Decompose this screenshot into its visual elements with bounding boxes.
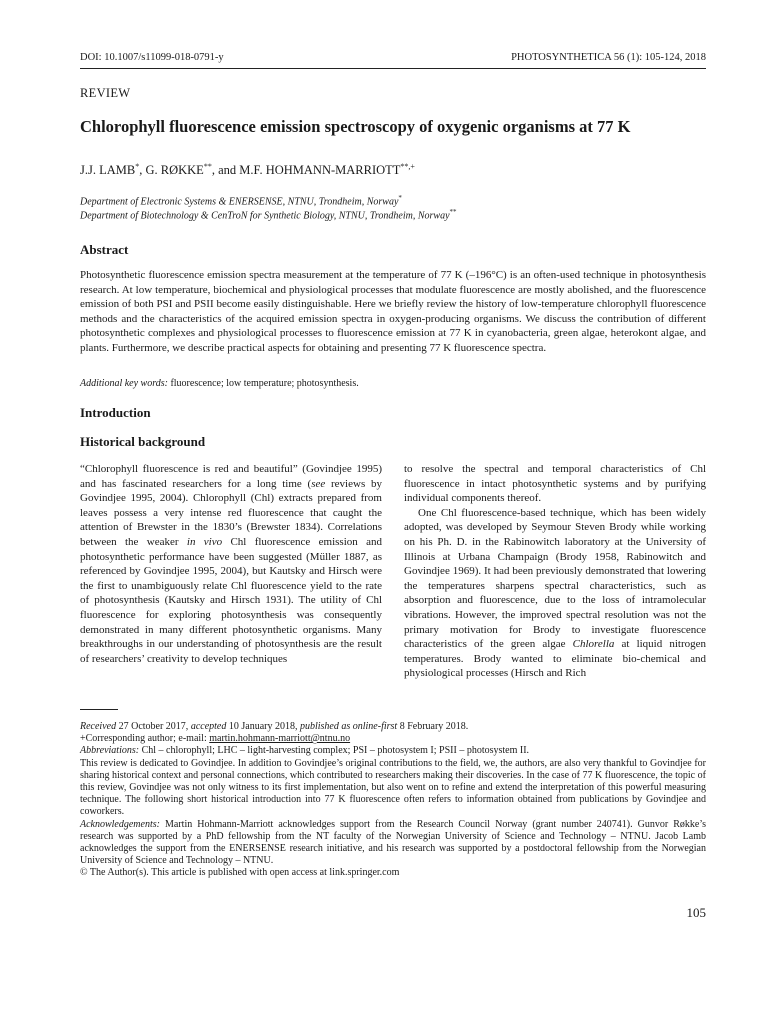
text-run: 10 January 2018, xyxy=(226,721,300,732)
footnote-acknowledgements xyxy=(80,819,706,868)
text-run-italic: Chlorella xyxy=(572,638,615,651)
affiliation xyxy=(80,194,402,207)
text-run-italic: Received xyxy=(80,721,117,732)
affiliation xyxy=(80,208,457,221)
text-run-italic: in vivo xyxy=(186,535,223,548)
text-run: Chl – chlorophyll; LHC – light-harvesting complex; PSI – photosystem I; PSII – photosystem II. xyxy=(139,745,530,757)
article-type: REVIEW xyxy=(80,86,131,100)
text-run: +Corresponding author; e-mail: xyxy=(80,733,210,745)
text-run: One Chl fluorescence-based technique, which has been widely adopted, was developed by Seymour Steven Brody while working on his Ph. D. in the Rabinowitch laboratory at the University of Illinois at Urbana Champaign (Brody 1958, Rabinowitch and Govindjee 1969). It had been previously demonstrated that lowering the temperatures sharpens spectral characteristics, such as absorption and fluorescence, due to the loss of intramolecular vibrations. However, the improved spectral resolution was not the primary motivation for Brody to investigate fluorescence characteristics of the green algae xyxy=(404,506,706,651)
doi: DOI: 10.1007/s11099-018-0791-y xyxy=(80,52,224,63)
author-mark: ** xyxy=(203,162,212,171)
text-run-italic: accepted xyxy=(190,721,227,732)
text-run: 27 October 2017, xyxy=(116,721,191,732)
footnote-rule xyxy=(80,709,118,710)
historical-background-heading: Historical background xyxy=(80,434,206,449)
footnote-abbreviations xyxy=(80,745,706,757)
text-run: reviews by Govindjee 1995, 2004). Chlorophyll (Chl) extracts prepared from leaves possess a very intense red fluorescence that caught the attention of Brewster in the 1830’s (Brewster 1834). Correlations between the weaker xyxy=(80,477,382,548)
page-number: 105 xyxy=(686,905,706,920)
text-run-italic: published as online-first xyxy=(299,721,398,732)
affiliation-text: Department of Electronic Systems & ENERSENSE, NTNU, Trondheim, Norway xyxy=(80,196,399,208)
email-link[interactable]: martin.hohmann-marriott@ntnu.no xyxy=(209,733,351,745)
paragraph: to resolve the spectral and temporal characteristics of Chl fluorescence in intact photosynthetic systems and by purifying individual components thereof. xyxy=(404,463,706,505)
text-run-italic: see xyxy=(311,477,326,490)
affiliation-mark: * xyxy=(398,194,402,202)
author-list xyxy=(80,162,415,178)
body-column-left xyxy=(80,462,382,666)
text-run: “Chlorophyll fluorescence is red and beautiful” (Govindjee 1995) and has fascinated researchers for a long time ( xyxy=(80,463,382,490)
author-name: G. RØKKE xyxy=(145,163,204,178)
affiliation-mark: ** xyxy=(449,208,457,216)
author-separator: , and xyxy=(211,163,240,178)
author-mark: * xyxy=(135,162,140,171)
keywords-text: fluorescence; low temperature; photosynthesis. xyxy=(170,378,359,389)
text-run: Chl fluorescence emission and photosynthetic performance have been suggested (Müller 1887, as referenced by Govindjee 1995, 2004), but Kautsky and Hirsch were the first to unambiguously relate Chl fluorescence yield to the rate of photosynthesis (Kautsky and Hirsch 1931). The utility of Chl fluorescence for exploring photosynthesis was consequently demonstrated in many different photosynthetic organisms. Many breakthroughs in our understanding of photosynthesis are the result of researchers’ creativity to develop techniques xyxy=(80,535,382,665)
text-run-italic: Acknowledgements: xyxy=(80,818,160,830)
paragraph xyxy=(404,506,706,681)
footnote-dates xyxy=(80,721,706,733)
footnote-corresponding xyxy=(80,733,706,745)
author-name: M.F. HOHMANN-MARRIOTT xyxy=(239,163,401,178)
introduction-heading: Introduction xyxy=(80,405,151,420)
author-name: J.J. LAMB xyxy=(80,163,136,178)
text-run: at liquid nitrogen temperatures. Brody wanted to eliminate bio-chemical and physiological processes (Hirsch and Rich xyxy=(404,638,706,680)
abstract-heading: Abstract xyxy=(80,242,129,257)
header-rule xyxy=(80,68,706,69)
body-column-right xyxy=(404,462,706,681)
abstract-body: Photosynthetic fluorescence emission spectra measurement at the temperature of 77 K (–196°C) is an often-used technique in photosynthesis research. At low temperature, biochemical and physiological processes that modulate fluorescence are mostly abolished, and the fluorescence emission of both PSI and PSII become easily distinguishable. Here we briefly review the history of low-temperature chlorophyll fluorescence methods and the characteristics of the acquired emission spectra in oxygen-producing organisms. We discuss the contribution of different photosynthetic complexes and physiological processes to fluorescence emission at 77 K in cyanobacteria, green algae, heterokont algae, and plants. Furthermore, we describe practical aspects for obtaining and presenting 77 K fluorescence spectra. xyxy=(80,269,706,354)
text-run-italic: Abbreviations: xyxy=(80,745,140,757)
journal-citation: PHOTOSYNTHETICA 56 (1): 105-124, 2018 xyxy=(511,52,706,63)
footnote-dedication: This review is dedicated to Govindjee. In addition to Govindjee’s original contributions to the field, we, the authors, are also very thankful to Govindjee for sharing historical context and personal connections, which contributed to researchers making their discoveries. In the case of 77 K fluorescence, the topic of this review, Govindjee was not only witness to its first implementation, but also went on to refine and extend the interpretation of this powerful measuring technique. The following short historical introduction into 77 K fluorescence often refers to information obtained from publications by Govindjee and coworkers. xyxy=(80,757,706,818)
text-run: 8 February 2018. xyxy=(397,721,469,732)
article-title: Chlorophyll fluorescence emission spectroscopy of oxygenic organisms at 77 K xyxy=(80,117,631,136)
author-mark: **,+ xyxy=(400,162,415,171)
footnotes xyxy=(80,721,706,880)
keywords-label: Additional key words: xyxy=(80,378,168,389)
keywords xyxy=(80,378,359,389)
paragraph xyxy=(80,462,382,666)
footnote-license: © The Author(s). This article is published with open access at link.springer.com xyxy=(80,867,400,879)
text-run: Martin Hohmann-Marriott acknowledges support from the Research Council Norway (grant number 240741). Gunvor Røkke’s research was supported by a PhD fellowship from the NT faculty of the Norwegian University of Science and Technology – NTNU. Jacob Lamb acknowledges the support from the ENERSENSE research initiative, and his research was supported by a postdoctoral fellowship from the Norwegian University of Science and Technology – NTNU. xyxy=(80,818,706,867)
author-separator: , xyxy=(139,163,146,178)
affiliation-text: Department of Biotechnology & CenTroN for Synthetic Biology, NTNU, Trondheim, Norway xyxy=(80,210,450,222)
